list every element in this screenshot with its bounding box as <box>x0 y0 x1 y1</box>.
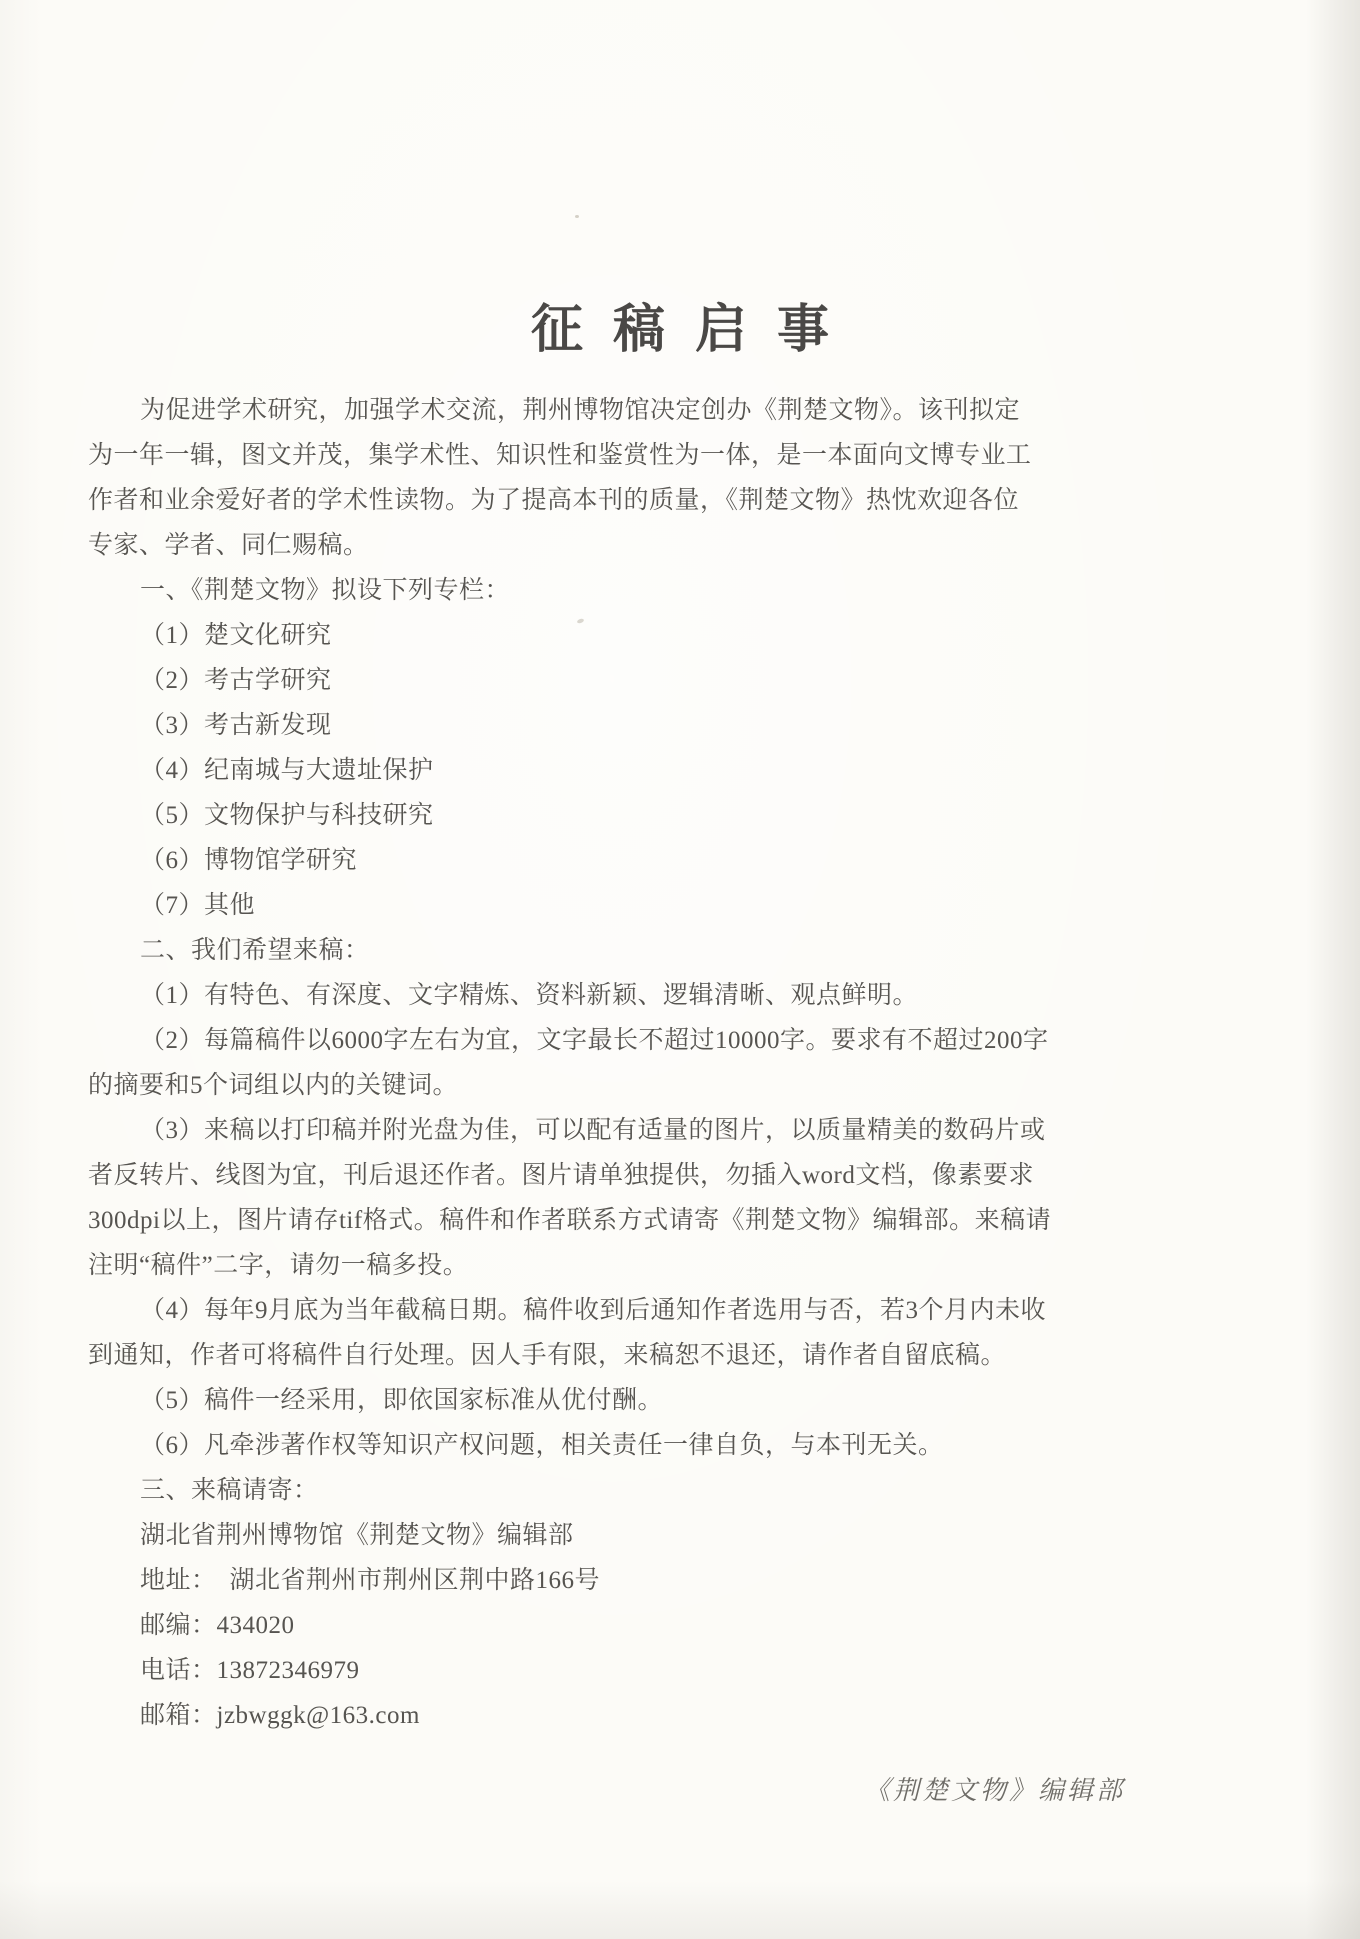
body-line: 为促进学术研究，加强学术交流，荆州博物馆决定创办《荆楚文物》。该刊拟定 <box>140 397 1021 424</box>
contact-line-phone: 电话：13872346979 <box>140 1657 360 1684</box>
list-item: （5）稿件一经采用，即依国家标准从优付酬。 <box>140 1387 664 1414</box>
body-line: 的摘要和5个词组以内的关键词。 <box>88 1072 459 1099</box>
section-heading: 二、我们希望来稿： <box>140 937 370 964</box>
page-title: 征稿启事 <box>530 301 859 359</box>
list-item: （5）文物保护与科技研究 <box>140 802 434 829</box>
signature: 《荆楚文物》编辑部 <box>863 1776 1125 1805</box>
list-item: （3）来稿以打印稿并附光盘为佳，可以配有适量的图片，以质量精美的数码片或 <box>140 1117 1046 1144</box>
body-line: 专家、学者、同仁赐稿。 <box>88 532 369 559</box>
body-line: 300dpi以上，图片请存tif格式。稿件和作者联系方式请寄《荆楚文物》编辑部。来稿请 <box>88 1207 1052 1234</box>
list-item: （4）纪南城与大遗址保护 <box>140 757 434 784</box>
list-item: （6）博物馆学研究 <box>140 847 358 874</box>
list-item: （2）考古学研究 <box>140 667 332 694</box>
body-line: 者反转片、线图为宜，刊后退还作者。图片请单独提供，勿插入word文档，像素要求 <box>88 1162 1034 1189</box>
body-text <box>88 388 1052 1738</box>
list-item: （1）楚文化研究 <box>140 622 332 649</box>
body-line: 到通知，作者可将稿件自行处理。因人手有限，来稿恕不退还，请作者自留底稿。 <box>88 1342 1007 1369</box>
list-item: （7）其他 <box>140 892 256 919</box>
body-line: 注明“稿件”二字，请勿一稿多投。 <box>88 1252 469 1279</box>
scan-speck <box>575 215 579 218</box>
contact-line-address: 地址： 湖北省荆州市荆州区荆中路166号 <box>140 1567 601 1594</box>
list-item: （3）考古新发现 <box>140 712 332 739</box>
section-heading: 一、《荆楚文物》拟设下列专栏： <box>140 577 511 604</box>
contact-line-email: 邮箱：jzbwggk@163.com <box>140 1702 420 1729</box>
list-item: （6）凡牵涉著作权等知识产权问题，相关责任一律自负，与本刊无关。 <box>140 1432 944 1459</box>
body-line: 作者和业余爱好者的学术性读物。为了提高本刊的质量，《荆楚文物》热忱欢迎各位 <box>88 487 1020 514</box>
list-item: （4）每年9月底为当年截稿日期。稿件收到后通知作者选用与否，若3个月内未收 <box>140 1297 1047 1324</box>
list-item: （2）每篇稿件以6000字左右为宜，文字最长不超过10000字。要求有不超过200字 <box>140 1027 1049 1054</box>
list-item: （1）有特色、有深度、文字精炼、资料新颖、逻辑清晰、观点鲜明。 <box>140 982 919 1009</box>
section-heading: 三、来稿请寄： <box>140 1477 319 1504</box>
contact-line-postcode: 邮编：434020 <box>140 1612 295 1639</box>
contact-line: 湖北省荆州博物馆《荆楚文物》编辑部 <box>140 1522 574 1549</box>
body-line: 为一年一辑，图文并茂，集学术性、知识性和鉴赏性为一体，是一本面向文博专业工 <box>88 442 1032 469</box>
